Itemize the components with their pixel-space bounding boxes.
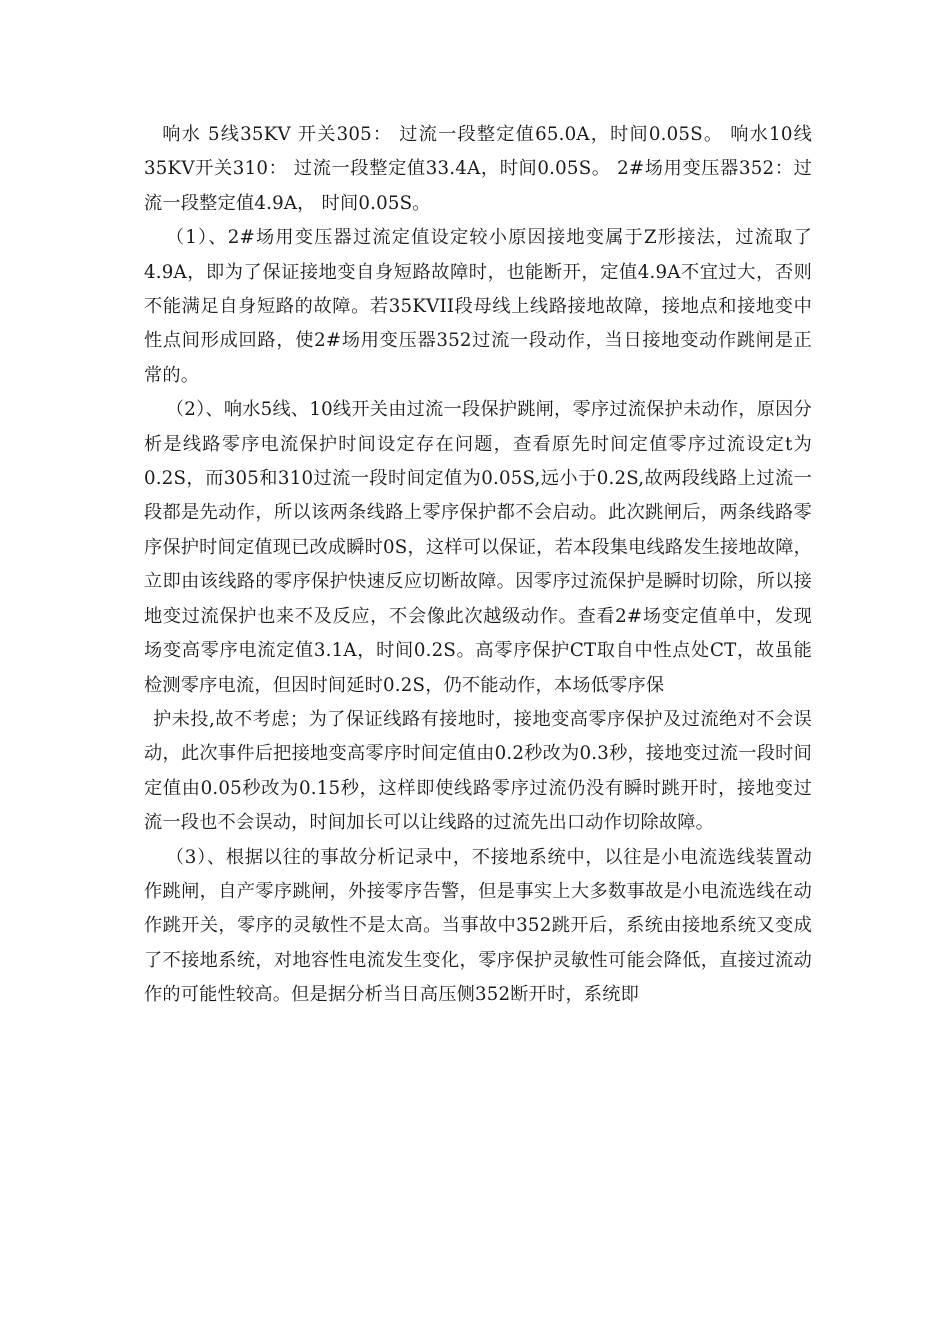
paragraph-point-3: （3）、根据以往的事故分析记录中，不接地系统中，以往是小电流选线装置动作跳闸，自产零序跳闸，外接零序告警，但是事实上大多数事故是小电流选线在动作跳开关，零序的灵敏性不是太高。当事故中352跳开后，系统由接地系统又变成了不接地系统，对地容性电流发生变化，零序保护灵敏性可能会降低，直接过流动作的可能性较高。但是据分析当日高压侧352断开时，系统即 bbox=[144, 846, 812, 1006]
paragraph-point-1: （1）、2#场用变压器过流定值设定较小原因接地变属于Z形接法，过流取了4.9A，即为了保证接地变自身短路故障时，也能断开，定值4.9A不宜过大，否则不能满足自身短路的故障。若35KVII段母线上线路接地故障，接地点和接地变中性点间形成回路，使2#场用变压器352过流一段动作，当日接地变动作跳闸是正常的。 bbox=[144, 227, 812, 386]
paragraph-point-2-continued: 护未投,故不考虑；为了保证线路有接地时，接地变高零序保护及过流绝对不会误动，此次事件后把接地变高零序时间定值由0.2秒改为0.3秒，接地变过流一段时间定值由0.05秒改为0.15秒，这样即使线路零序过流仍没有瞬时跳开时，接地变过流一段也不会误动，时间加长可以让线路的过流先出口动作切除故障。 bbox=[144, 708, 812, 834]
paragraph-settings-summary: 响水 5线35KV 开关305： 过流一段整定值65.0A，时间0.05S。 响水10线35KV开关310： 过流一段整定值33.4A，时间0.05S。 2#场用变压器352：过流一段整定值4.9A， 时间0.05S。 bbox=[144, 124, 812, 214]
document-page bbox=[144, 118, 812, 1013]
paragraph-point-2: （2）、响水5线、10线开关由过流一段保护跳闸，零序过流保护未动作，原因分析是线路零序电流保护时间设定存在问题，查看原先时间定值零序过流设定t为0.2S，而305和310过流一段时间定值为0.05S,远小于0.2S,故两段线路上过流一段都是先动作，所以该两条线路上零序保护都不会启动。此次跳闸后，两条线路零序保护时间定值现已改成瞬时0S，这样可以保证，若本段集电线路发生接地故障，立即由该线路的零序保护快速反应切断故障。因零序过流保护是瞬时切除，所以接地变过流保护也来不及反应，不会像此次越级动作。查看2#场变定值单中，发现场变高零序电流定值3.1A，时间0.2S。高零序保护CT取自中性点处CT，故虽能检测零序电流，但因时间延时0.2S，仍不能动作，本场低零序保 bbox=[144, 399, 812, 696]
